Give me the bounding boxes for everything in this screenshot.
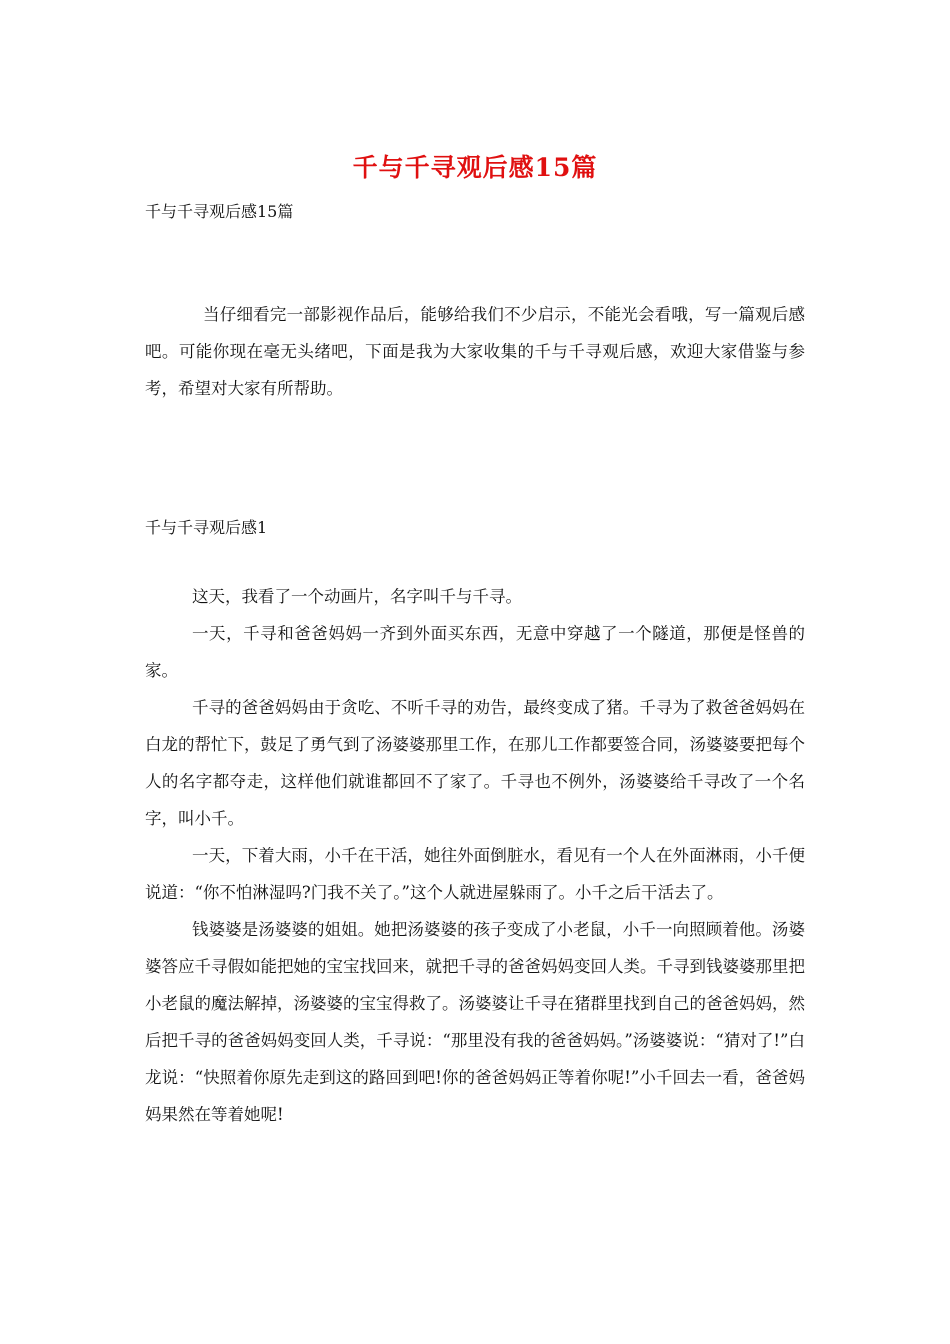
body-paragraph-3: 千寻的爸爸妈妈由于贪吃、不听千寻的劝告，最终变成了猪。千寻为了救爸爸妈妈在白龙的帮忙下，鼓足了勇气到了汤婆婆那里工作，在那儿工作都要签合同，汤婆婆要把每个人的名字都夺走，这样他们就谁都回不了家了。千寻也不例外，汤婆婆给千寻改了一个名字，叫小千。 bbox=[145, 698, 805, 828]
body-paragraph-5: 钱婆婆是汤婆婆的姐姐。她把汤婆婆的孩子变成了小老鼠，小千一向照顾着他。汤婆婆答应千寻假如能把她的宝宝找回来，就把千寻的爸爸妈妈变回人类。千寻到钱婆婆那里把小老鼠的魔法解掉，汤婆婆的宝宝得救了。汤婆婆让千寻在猪群里找到自己的爸爸妈妈，然后把千寻的爸爸妈妈变回人类，千寻说：“那里没有我的爸爸妈妈。”汤婆婆说：“猜对了!”白龙说：“快照着你原先走到这的路回到吧!你的爸爸妈妈正等着你呢!”小千回去一看，爸爸妈妈果然在等着她呢! bbox=[145, 920, 805, 1124]
body-paragraph-1: 这天，我看了一个动画片，名字叫千与千寻。 bbox=[192, 587, 522, 606]
intro-section bbox=[145, 296, 805, 407]
article-body bbox=[145, 578, 805, 1133]
intro-paragraph: 当仔细看完一部影视作品后，能够给我们不少启示，不能光会看哦，写一篇观后感吧。可能你现在毫无头绪吧，下面是我为大家收集的千与千寻观后感，欢迎大家借鉴与参考，希望对大家有所帮助。 bbox=[145, 305, 805, 398]
body-paragraph-4: 一天，下着大雨，小千在干活，她往外面倒脏水，看见有一个人在外面淋雨，小千便说道：“你不怕淋湿吗?门我不关了。”这个人就进屋躲雨了。小千之后干活去了。 bbox=[145, 846, 805, 902]
document-title: 千与千寻观后感15篇 bbox=[352, 153, 598, 182]
section-heading: 千与千寻观后感1 bbox=[145, 518, 268, 537]
body-paragraph-2: 一天，千寻和爸爸妈妈一齐到外面买东西，无意中穿越了一个隧道，那便是怪兽的家。 bbox=[145, 624, 805, 680]
document-subtitle: 千与千寻观后感15篇 bbox=[145, 202, 294, 221]
